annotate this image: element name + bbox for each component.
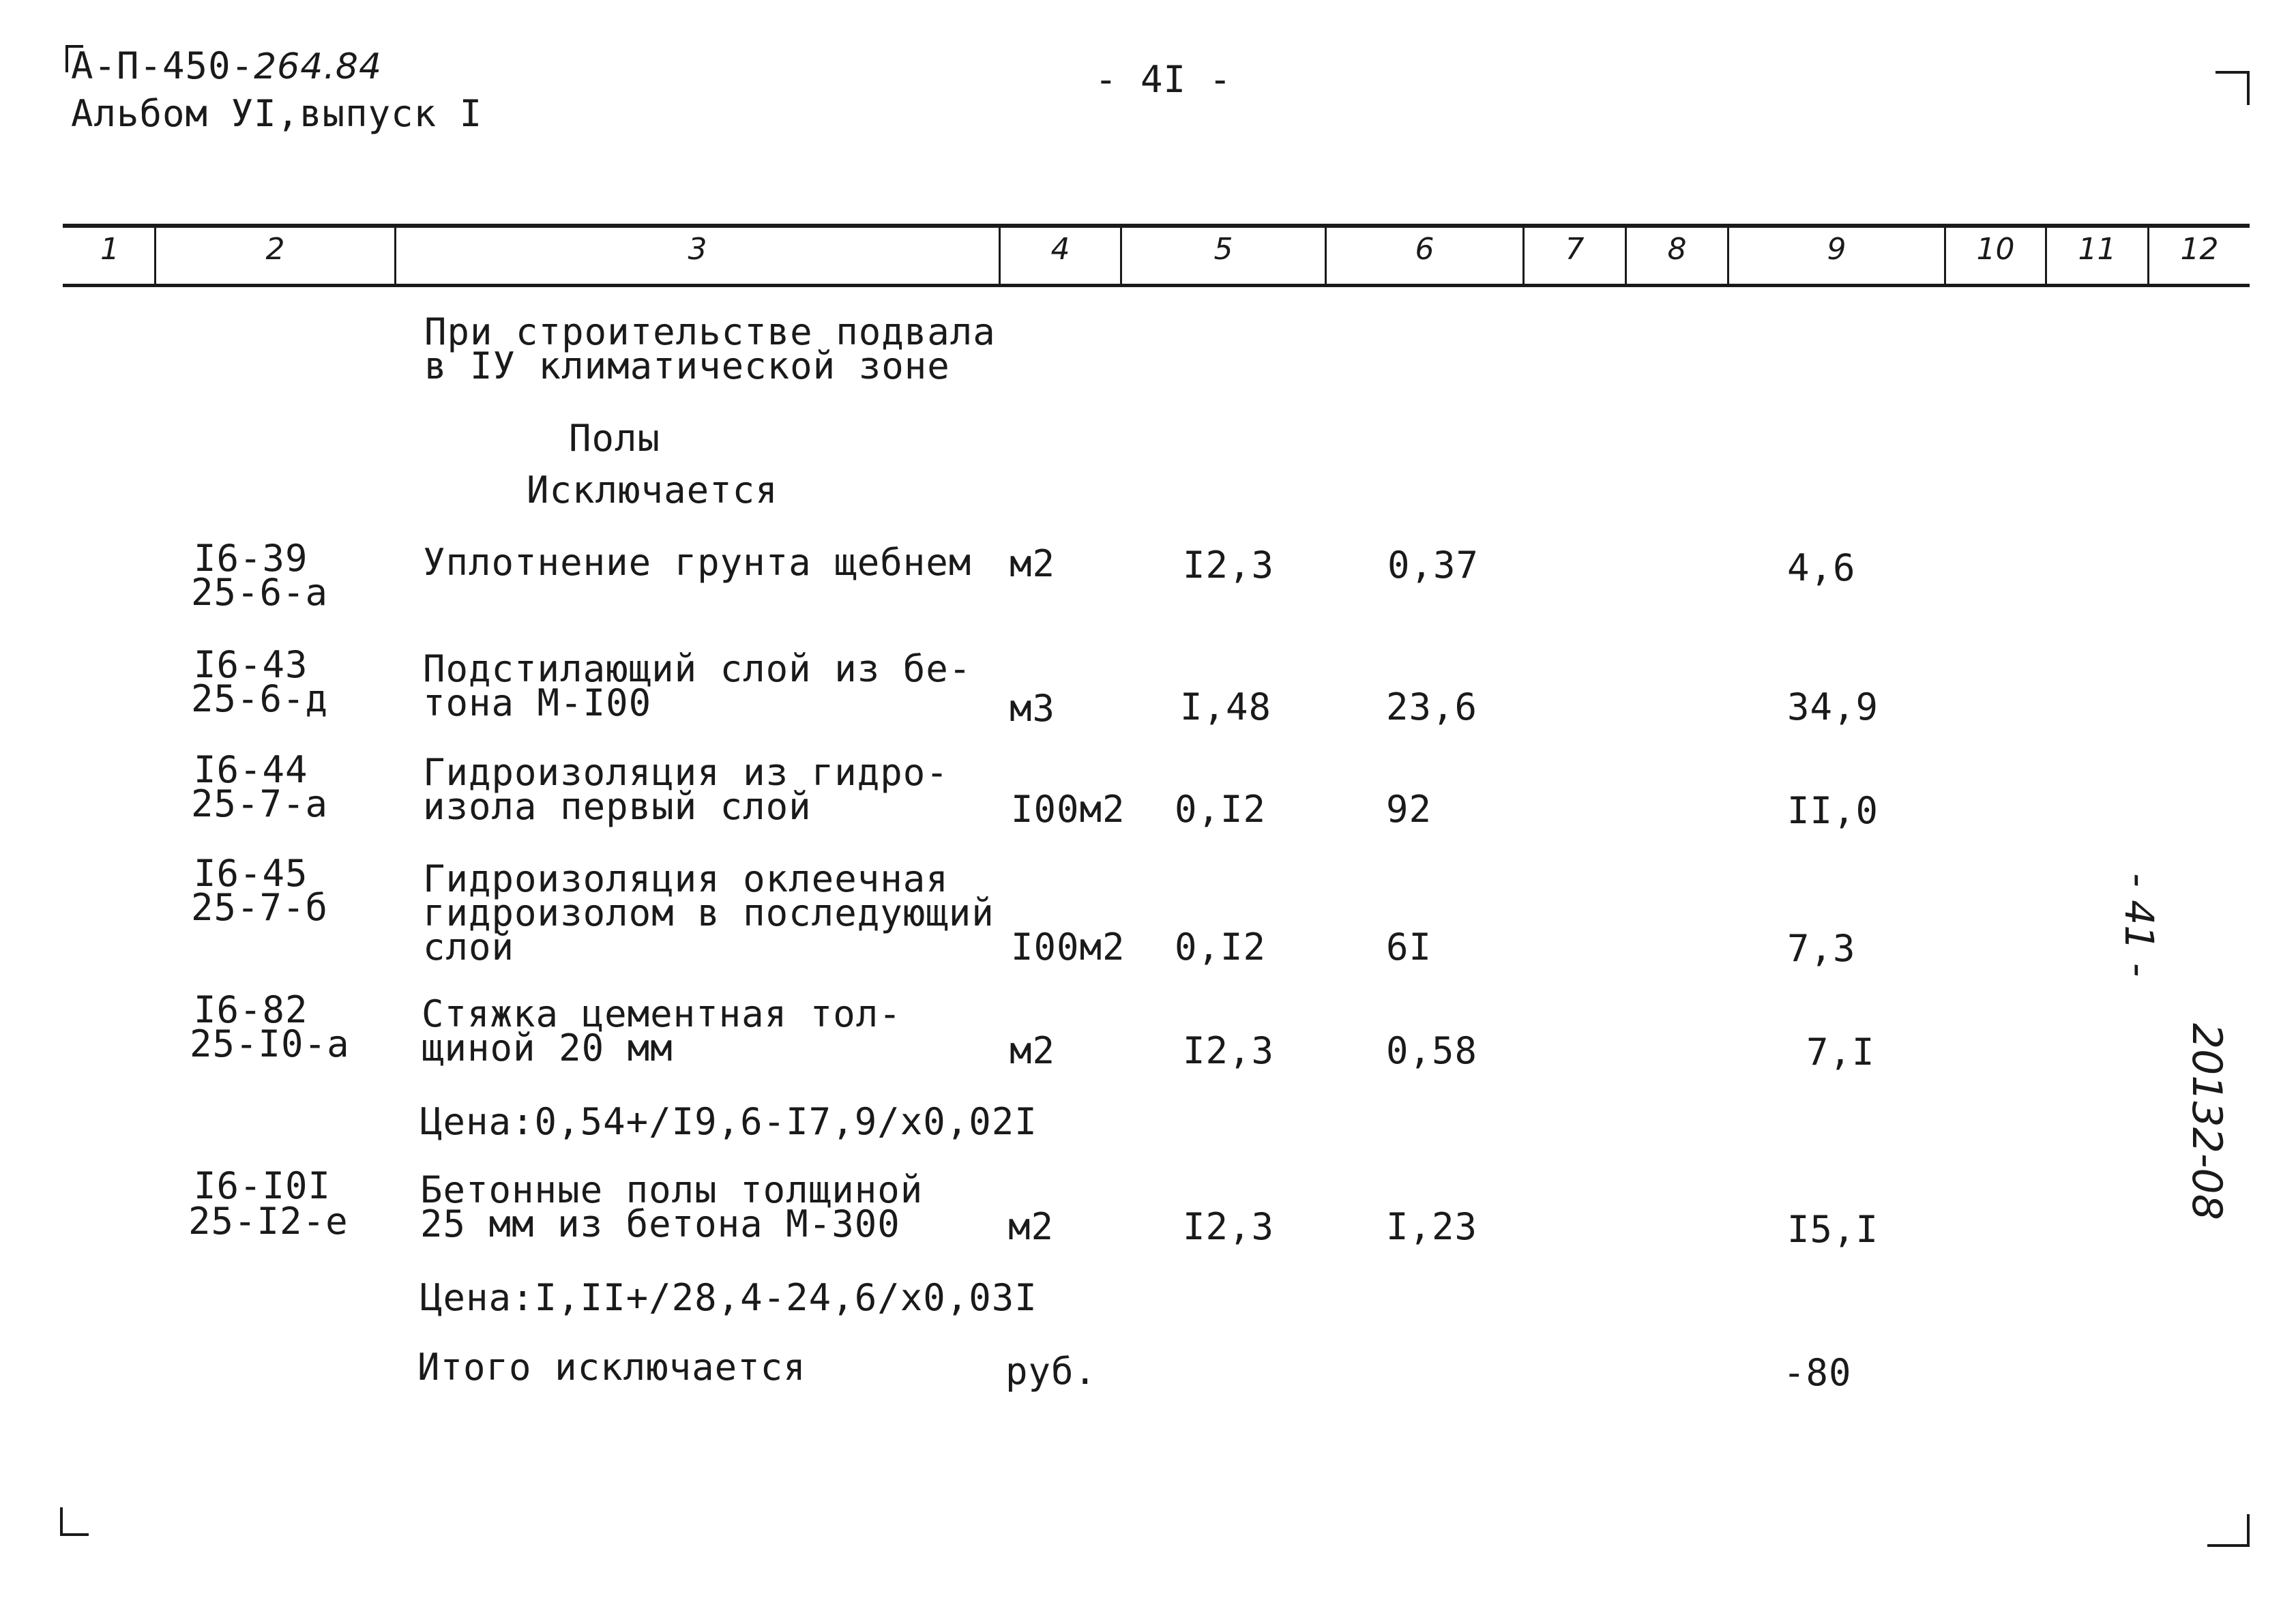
table-top-border (63, 224, 2250, 228)
row-total: 34,9 (1787, 685, 1879, 728)
column-number-5: 5 (1213, 232, 1233, 267)
column-number-11: 11 (2078, 232, 2117, 267)
top-right-corner-mark (2216, 71, 2250, 74)
row-quantity: 0,I2 (1175, 788, 1267, 831)
column-number-10: 10 (1976, 232, 2015, 267)
album-label: Альбом УI,выпуск I (71, 92, 483, 135)
column-number-9: 9 (1827, 232, 1846, 267)
page-number: - 4I - (1095, 58, 1233, 101)
row-unit: I00м2 (1011, 926, 1125, 969)
column-number-1: 1 (100, 232, 119, 267)
price-formula-note: Цена:I,II+/28,4-24,6/х0,03I (420, 1276, 1037, 1319)
summary-total: -80 (1783, 1351, 1852, 1394)
doc-code-prefix: А-П-450- (71, 44, 254, 87)
row-quantity: I2,3 (1183, 1205, 1275, 1248)
row-quantity: I,48 (1180, 685, 1272, 728)
section-title-line2: в IУ климатической зоне (424, 344, 950, 387)
bottom-right-corner-mark-v (2247, 1514, 2250, 1547)
bottom-left-corner-mark-h (60, 1533, 89, 1536)
row-price: 6I (1386, 926, 1432, 969)
row-code-primary: I6-82 (194, 988, 308, 1031)
row-description: Гидроизоляция оклеечная гидроизолом в последующий слой (423, 857, 995, 969)
bottom-right-corner-mark-h (2207, 1544, 2250, 1547)
row-code-secondary: 25-6-а (191, 571, 329, 614)
column-number-4: 4 (1050, 232, 1070, 267)
row-unit: I00м2 (1011, 788, 1125, 831)
row-code-secondary: 25-I0-а (190, 1022, 350, 1065)
row-total: 7,3 (1787, 927, 1856, 970)
row-code-primary: I6-I0I (194, 1164, 332, 1207)
row-description: Гидроизоляция из гидро- изола первый слой (423, 751, 949, 828)
table-header-bottom-border (63, 284, 2250, 287)
section-title-line1: При строительстве подвала (424, 310, 996, 353)
row-total: 7,I (1806, 1031, 1875, 1074)
excluded-label: Исключается (527, 469, 778, 512)
column-number-12: 12 (2180, 232, 2219, 267)
document-code (71, 44, 383, 87)
row-code-secondary: 25-7-а (191, 782, 329, 825)
row-price: 0,58 (1386, 1029, 1478, 1072)
price-formula-note: Цена:0,54+/I9,6-I7,9/х0,02I (420, 1100, 1037, 1143)
row-code-primary: I6-44 (194, 748, 308, 791)
row-description: Уплотнение грунта щебнем (423, 541, 972, 584)
column-number-2: 2 (265, 232, 285, 267)
row-quantity: I2,3 (1183, 544, 1275, 587)
row-unit: м2 (1010, 1029, 1056, 1072)
row-description: Стяжка цементная тол- щиной 20 мм (422, 992, 902, 1069)
row-quantity: 0,I2 (1175, 926, 1267, 969)
column-number-8: 8 (1667, 232, 1687, 267)
top-left-corner-mark-v (65, 45, 68, 72)
bottom-left-corner-mark (60, 1507, 63, 1535)
row-code-secondary: 25-I2-е (188, 1200, 349, 1243)
row-total: II,0 (1787, 789, 1879, 832)
row-unit: м3 (1010, 687, 1056, 730)
column-number-3: 3 (688, 232, 707, 267)
top-right-corner-mark-v (2247, 71, 2250, 105)
row-total: I5,I (1787, 1208, 1879, 1251)
row-code-primary: I6-39 (194, 537, 308, 580)
row-price: 92 (1386, 788, 1432, 831)
margin-page-annotation: - 41 - (2116, 873, 2162, 977)
row-quantity: I2,3 (1183, 1029, 1275, 1072)
row-price: 0,37 (1387, 544, 1480, 587)
row-unit: м2 (1008, 1205, 1055, 1248)
row-description: Подстилающий слой из бе- тона М-I00 (423, 647, 972, 724)
row-code-primary: I6-43 (194, 643, 308, 686)
margin-code-annotation: 20132-08 (2183, 1023, 2231, 1220)
row-unit: м2 (1010, 542, 1056, 585)
column-number-6: 6 (1415, 232, 1434, 267)
row-description: Бетонные полы толщиной 25 мм из бетона М-300 (420, 1168, 924, 1245)
row-code-primary: I6-45 (194, 852, 308, 895)
summary-unit: руб. (1005, 1350, 1098, 1393)
section-subtitle: Полы (569, 417, 661, 460)
column-number-7: 7 (1565, 232, 1585, 267)
row-price: I,23 (1386, 1205, 1478, 1248)
row-price: 23,6 (1386, 685, 1478, 728)
doc-code-handwritten: 264.84 (254, 46, 383, 87)
summary-label: Итого исключается (417, 1346, 806, 1389)
row-total: 4,6 (1787, 546, 1856, 589)
row-code-secondary: 25-6-д (191, 677, 329, 720)
row-code-secondary: 25-7-б (191, 886, 329, 929)
